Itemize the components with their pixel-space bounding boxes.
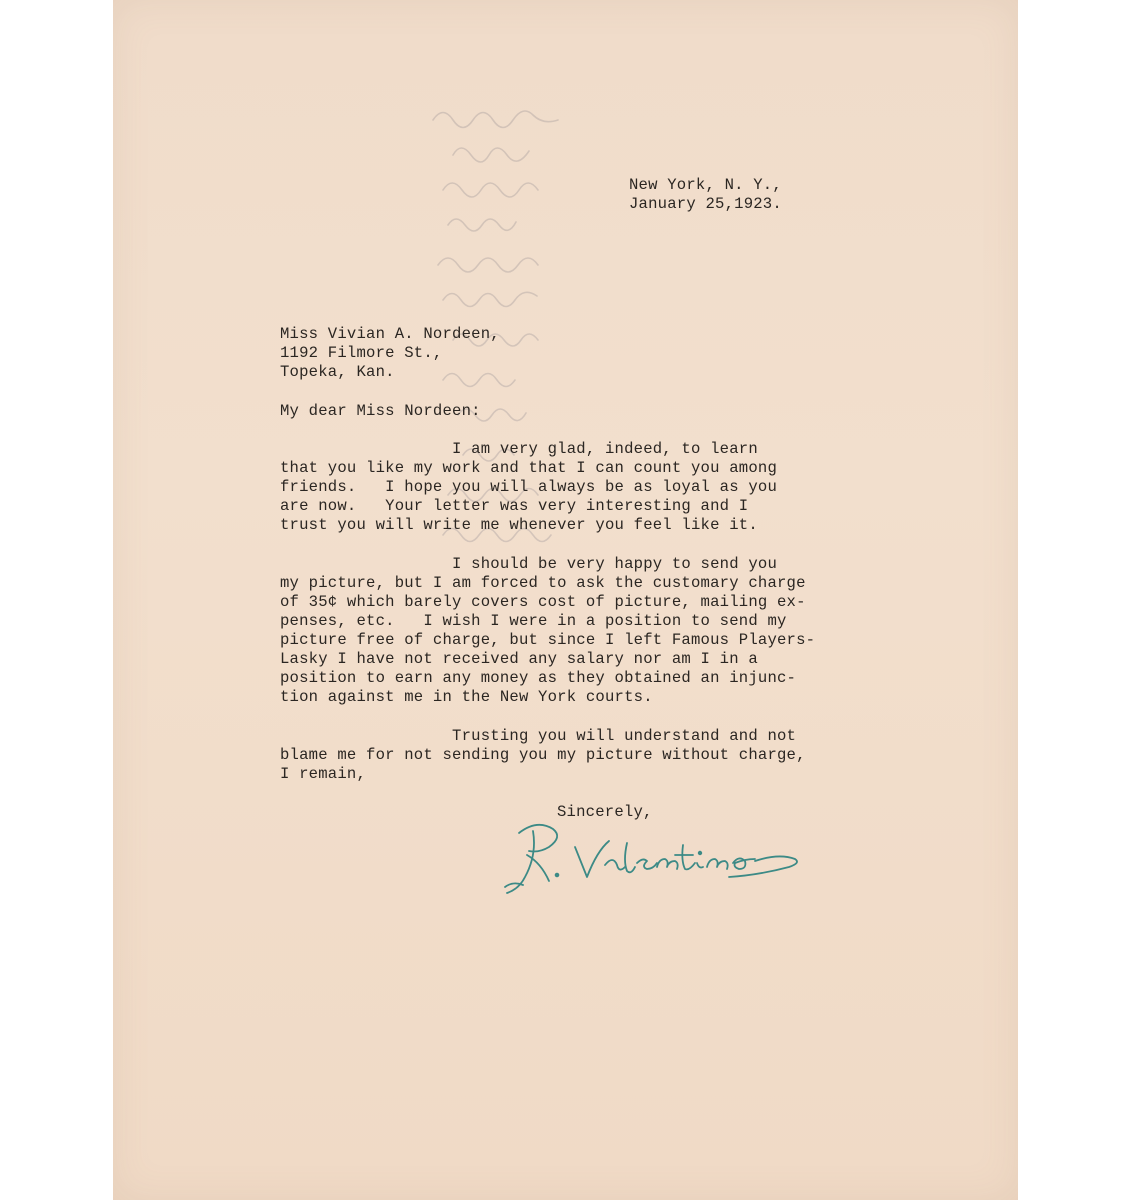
paragraph-2-line-3: of 35¢ which barely covers cost of picture, mailing ex- [280, 593, 806, 611]
letter-page [113, 0, 1018, 1200]
letter-date: January 25,1923. [629, 195, 782, 213]
salutation: My dear Miss Nordeen: [280, 402, 481, 420]
paragraph-2-line-7: position to earn any money as they obtained an injunc- [280, 669, 797, 687]
letter-place: New York, N. Y., [629, 176, 782, 194]
paragraph-1-line-1: I am very glad, indeed, to learn [280, 440, 758, 458]
paragraph-2-line-2: my picture, but I am forced to ask the customary charge [280, 574, 806, 592]
paragraph-1-line-4: are now. Your letter was very interesting and I [280, 497, 749, 515]
paragraph-2-line-5: picture free of charge, but since I left Famous Players- [280, 631, 816, 649]
recipient-street: 1192 Filmore St., [280, 344, 443, 362]
closing: Sincerely, [557, 803, 653, 821]
paragraph-3-line-3: I remain, [280, 765, 367, 783]
paragraph-2-line-1: I should be very happy to send you [280, 555, 778, 573]
recipient-city: Topeka, Kan. [280, 363, 395, 381]
paragraph-2-line-8: tion against me in the New York courts. [280, 688, 653, 706]
handwritten-signature [497, 805, 812, 900]
paragraph-2-line-6: Lasky I have not received any salary nor am I in a [280, 650, 758, 668]
paragraph-1-line-2: that you like my work and that I can count you among [280, 459, 778, 477]
paragraph-2-line-4: penses, etc. I wish I were in a position to send my [280, 612, 787, 630]
recipient-name: Miss Vivian A. Nordeen, [280, 325, 500, 343]
paragraph-3-line-1: Trusting you will understand and not [280, 727, 797, 745]
paragraph-1-line-3: friends. I hope you will always be as loyal as you [280, 478, 778, 496]
paragraph-1-line-5: trust you will write me whenever you feel like it. [280, 516, 758, 534]
paragraph-3-line-2: blame me for not sending you my picture without charge, [280, 746, 806, 764]
